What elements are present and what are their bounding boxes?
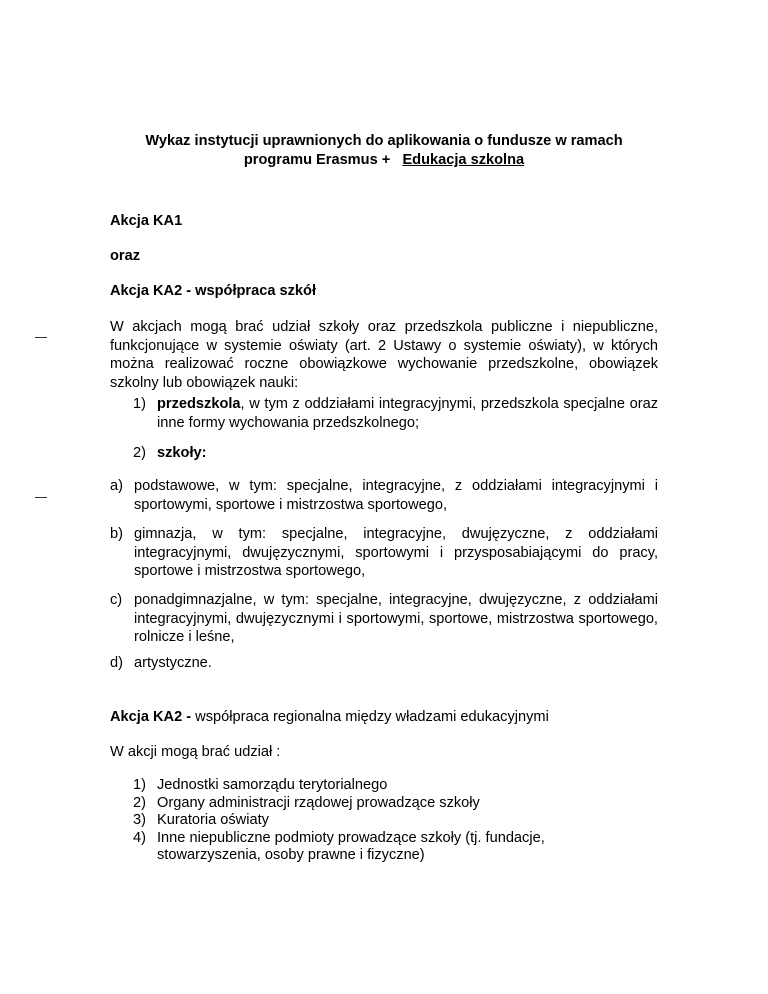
intro-paragraph: W akcjach mogą brać udział szkoły oraz przedszkola publiczne i niepubliczne, funkcjonujące w systemie oświaty (art. 2 Ustawy o systemie oświaty), w których można realizować roczne obowiązkowe wychowanie przedszkolne, obowiązek szkolny lub obowiązek nauki: — [110, 319, 658, 391]
heading-ka2-regional — [110, 708, 658, 727]
list-text — [133, 395, 658, 432]
list-text — [133, 444, 658, 463]
list-item — [110, 654, 658, 673]
list-text: ponadgimnazjalne, w tym: specjalne, integracyjne, dwujęzyczne, z oddziałami integracyjnymi, dwujęzycznymi i sportowymi, sportowe, mistrzostwa sportowego, rolnicze i leśne, — [134, 592, 658, 645]
heading-bold: Akcja KA2 - — [110, 709, 192, 725]
regional-intro: W akcji mogą brać udział : — [110, 744, 281, 760]
list-item — [133, 812, 553, 830]
list-letter: a) — [110, 478, 123, 494]
list-text: Inne niepubliczne podmioty prowadzące szkoły (tj. fundacje, stowarzyszenia, osoby prawne i fizyczne) — [157, 829, 545, 863]
list-bold: przedszkola — [157, 396, 241, 412]
heading-rest: współpraca regionalna między władzami edukacyjnymi — [191, 709, 549, 725]
list-text: Organy administracji rządowej prowadzące szkoły — [157, 794, 480, 811]
list-text: Jednostki samorządu terytorialnego — [157, 777, 388, 793]
heading-ka1: Akcja KA1 — [110, 213, 183, 229]
list-text: artystyczne. — [134, 655, 212, 671]
title-program: programu Erasmus + — [243, 152, 391, 168]
heading-oraz: oraz — [110, 248, 141, 264]
list-number: 1) — [133, 777, 146, 793]
list-number: 1) — [133, 396, 146, 412]
heading-ka2-schools: Akcja KA2 - współpraca szkół — [110, 283, 317, 299]
list-item — [133, 830, 553, 865]
list-text: podstawowe, w tym: specjalne, integracyjne, z oddziałami integracyjnymi i sportowymi, sportowe i mistrzostwa sportowego, — [134, 478, 658, 513]
list-item — [110, 525, 658, 581]
title-line-1: Wykaz instytucji uprawnionych do aplikowania o fundusze w ramach — [145, 133, 623, 149]
list-bold: szkoły: — [157, 445, 207, 461]
list-letter: b) — [110, 526, 123, 542]
list-item — [133, 444, 658, 463]
list-item — [110, 477, 658, 514]
list-letter: d) — [110, 655, 123, 671]
document-title — [110, 132, 658, 170]
list-number: 4) — [133, 829, 146, 846]
list-number: 3) — [133, 812, 146, 828]
list-item — [133, 795, 553, 813]
regional-list — [133, 777, 553, 865]
list-number: 2) — [133, 445, 146, 461]
list-text: Kuratoria oświaty — [157, 812, 269, 828]
list-number: 2) — [133, 794, 146, 811]
list-text: gimnazja, w tym: specjalne, integracyjne, dwujęzyczne, z oddziałami integracyjnymi, dwujęzycznymi, sportowymi i przysposabiającymi do pracy, sportowe i mistrzostwa sportowego, — [134, 526, 658, 579]
margin-mark — [35, 337, 47, 338]
list-item — [133, 777, 553, 795]
title-line-2 — [110, 151, 658, 170]
list-rest: , w tym z oddziałami integracyjnymi, przedszkola specjalne oraz inne formy wychowania przedszkolnego; — [157, 396, 658, 431]
list-item — [133, 395, 658, 432]
list-item — [110, 591, 658, 647]
margin-mark — [35, 497, 47, 498]
list-letter: c) — [110, 592, 123, 608]
title-program-underlined: Edukacja szkolna — [402, 152, 525, 168]
